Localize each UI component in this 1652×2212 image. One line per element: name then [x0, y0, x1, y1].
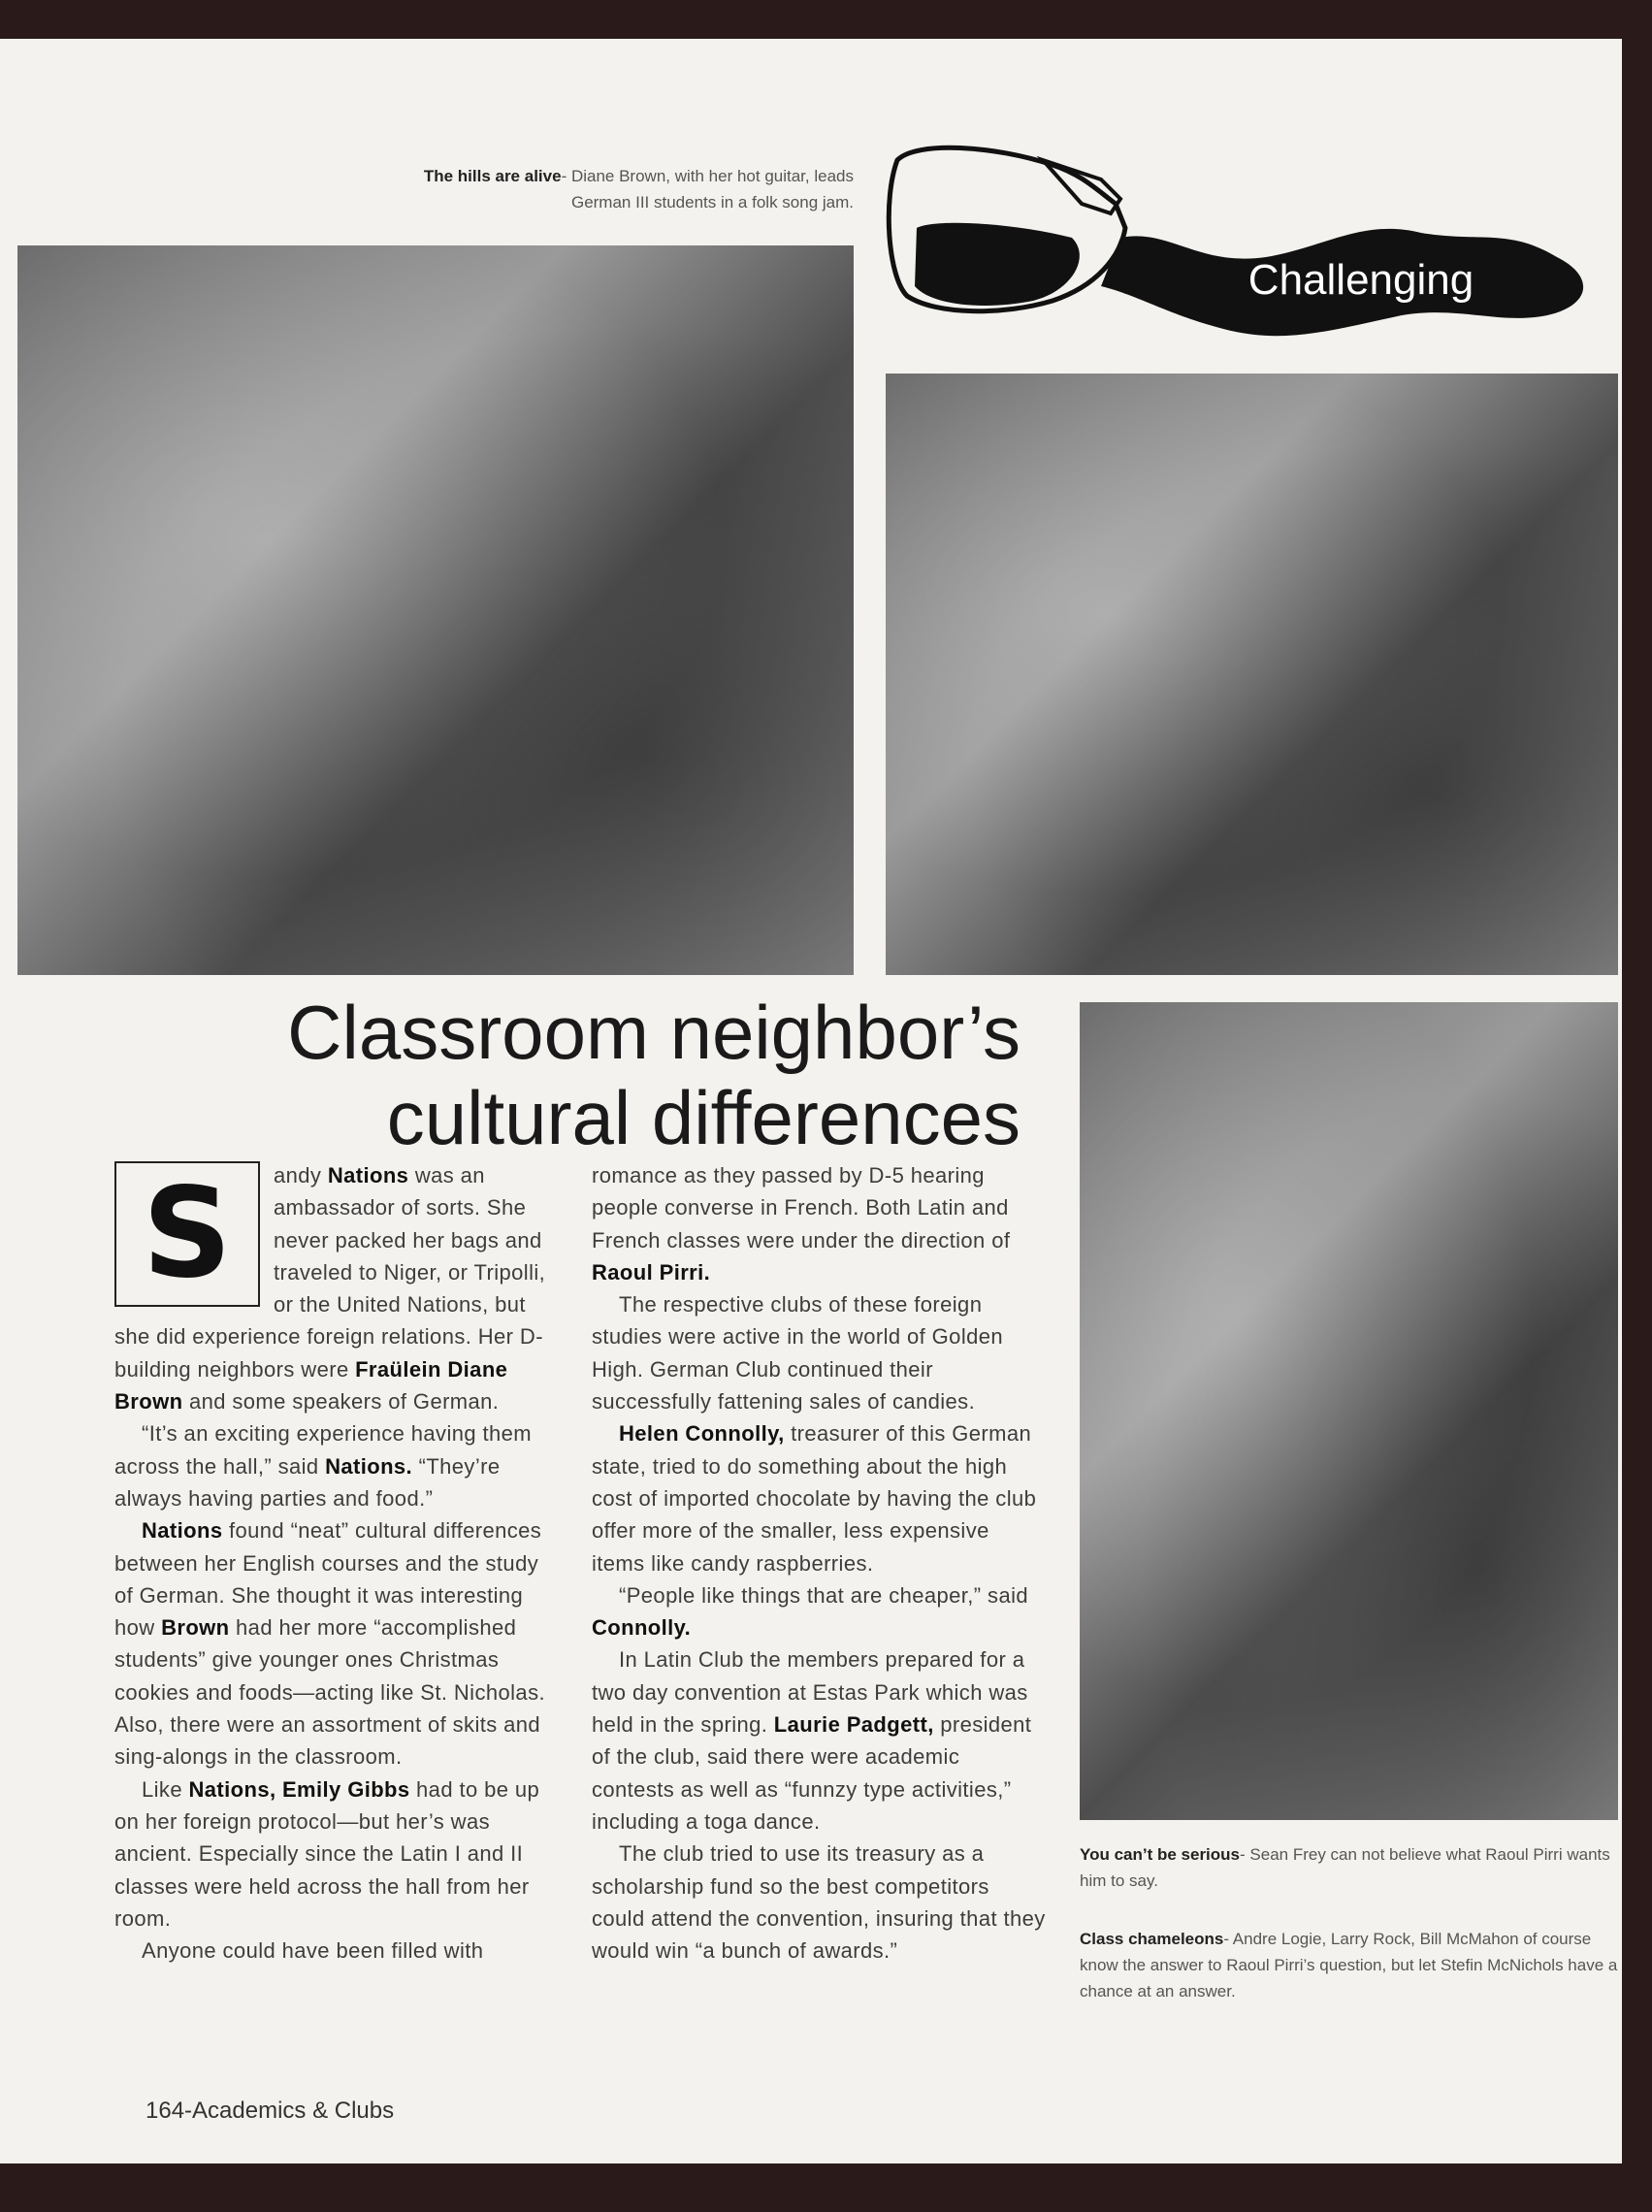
headline-line-1: Classroom neighbor’s: [287, 990, 1020, 1075]
bold-name: Nations, Emily Gibbs: [188, 1776, 410, 1802]
bold-name: Helen Connolly,: [619, 1421, 785, 1447]
logo-label: Challenging: [1247, 256, 1474, 304]
caption-title: The hills are alive: [423, 167, 562, 185]
bold-name: Laurie Padgett,: [773, 1712, 934, 1738]
caption-text: - Sean Frey can not believe what Raoul Pirri wants him to say.: [1080, 1845, 1610, 1890]
photo-german-class-folk-jam: [17, 245, 854, 975]
text-run: “It’s an exciting experience having them across the hall,” said: [114, 1421, 533, 1479]
photo-teacher-pointing-classroom: [886, 374, 1618, 975]
photo-caption-top: [398, 163, 854, 215]
paragraph: [592, 1579, 1048, 1644]
caption-title: Class chameleons: [1080, 1930, 1224, 1948]
text-run: was an ambassador of sorts. She never packed her bags and traveled to Niger, or Tripolli, or the United Nations, but she did experience foreign relations. Her D-building neighbors were: [114, 1163, 546, 1382]
text-run: andy: [274, 1163, 328, 1187]
text-run: The respective clubs of these foreign studies were active in the world of Golden High. German Club continued their successfully fattening sales of candies.: [592, 1292, 1004, 1415]
photo-caption-right-2: [1080, 1926, 1618, 2004]
text-run: “People like things that are cheaper,” said: [619, 1582, 1028, 1608]
text-run: treasurer of this German state, tried to do something about the high cost of imported chocolate by having the club offer more of the smaller, less expensive items like candy raspberries.: [592, 1421, 1037, 1576]
headline: [287, 990, 1020, 1160]
bold-name: Fraülein Diane Brown: [114, 1356, 508, 1415]
caption-title: You can’t be serious: [1080, 1845, 1241, 1864]
text-run: Like: [142, 1776, 189, 1802]
bottle-splash-graphic: [878, 121, 1601, 354]
paragraph: [592, 1838, 1048, 1967]
paragraph: [592, 1417, 1048, 1578]
text-run: had her more “accomplished students” give younger ones Christmas cookies and foods—acting like St. Nicholas. Also, there were an assortment of skits and sing-alongs in the classroom.: [114, 1615, 545, 1770]
paragraph: [114, 1773, 563, 1935]
bold-name: Brown: [161, 1615, 230, 1641]
text-run: Anyone could have been filled with: [142, 1938, 484, 1964]
text-run: romance as they passed by D-5 hearing people converse in French. Both Latin and French classes were under the direction of: [592, 1163, 1011, 1252]
headline-line-2: cultural differences: [386, 1075, 1020, 1160]
caption-text: - Andre Logie, Larry Rock, Bill McMahon of course know the answer to Raoul Pirri’s question, but let Stefin McNichols have a chance at an answer.: [1080, 1930, 1618, 2001]
page-folio: 164-Academics & Clubs: [146, 2098, 395, 2124]
yearbook-page: [0, 39, 1622, 2163]
paragraph: [592, 1643, 1048, 1838]
challenging-logo: [878, 121, 1601, 354]
text-run: The club tried to use its treasury as a scholarship fund so the best competitors could attend the convention, insuring that they would win “a bunch of awards.”: [592, 1841, 1046, 1964]
article-column-1: [114, 1159, 563, 1967]
article-column-2: [592, 1159, 1048, 1967]
text-run: had to be up on her foreign protocol—but her’s was ancient. Especially since the Latin I and II classes were held across the hall from her room.: [114, 1776, 540, 1931]
caption-text: - Diane Brown, with her hot guitar, leads German III students in a folk song jam.: [561, 167, 854, 211]
photo-caption-right-1: [1080, 1841, 1618, 1894]
text-run: president of the club, said there were academic contests as well as “funnzy type activities,” including a toga dance.: [592, 1712, 1032, 1834]
bold-name: Connolly.: [592, 1615, 692, 1641]
drop-cap: S: [114, 1161, 260, 1307]
paragraph: [114, 1514, 563, 1773]
paragraph: [592, 1288, 1048, 1417]
text-run: “They’re always having parties and food.”: [114, 1453, 501, 1511]
bold-name: Raoul Pirri.: [592, 1259, 711, 1285]
text-run: In Latin Club the members prepared for a two day convention at Estas Park which was held in the spring.: [592, 1647, 1028, 1738]
bold-name: Nations.: [325, 1453, 413, 1479]
paragraph: [114, 1935, 563, 1967]
text-run: and some speakers of German.: [182, 1389, 500, 1415]
photo-sean-frey: [1080, 1002, 1618, 1820]
text-run: found “neat” cultural differences between her English courses and the study of German. She thought it was interesting how: [114, 1518, 542, 1641]
bold-name: Nations: [142, 1518, 223, 1544]
paragraph: [592, 1159, 1048, 1288]
paragraph: [114, 1417, 563, 1514]
bold-name: Nations: [327, 1163, 409, 1187]
